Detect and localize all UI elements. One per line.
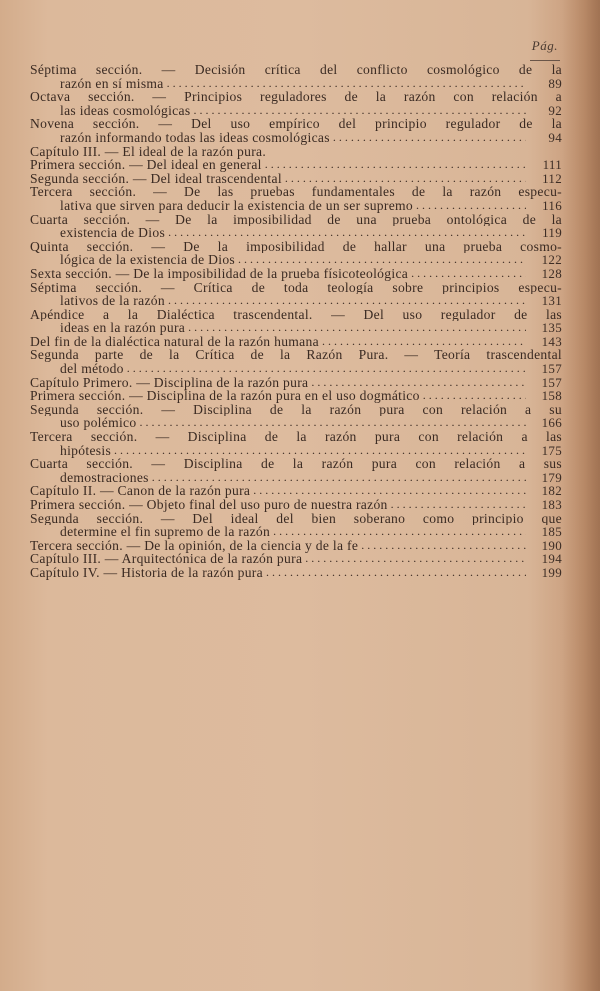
toc-entry-continuation-line: [30, 444, 562, 458]
toc-entry-continuation-line: [30, 104, 562, 118]
dot-leader: [411, 266, 526, 279]
toc-entry-title: razón en sí misma: [60, 75, 164, 91]
toc-entry: [30, 90, 562, 117]
toc-page-number: 116: [542, 197, 562, 213]
toc-entry-title: Segunda sección. — Del ideal trascendental: [30, 170, 282, 186]
toc-entry-line: [30, 376, 562, 390]
toc-page-number: 166: [541, 415, 562, 431]
toc-page-number: 112: [542, 170, 562, 186]
toc-entry: [30, 158, 562, 172]
toc-entry-title: hipótesis: [60, 442, 112, 458]
toc-entry-line: [30, 281, 562, 295]
toc-entry-line: [30, 457, 562, 471]
dot-leader: [114, 443, 526, 456]
toc-entry-line: [30, 240, 562, 254]
toc-page-number: 190: [541, 537, 562, 553]
toc-entry-title: Cuarta sección. — De la imposibilidad de una prueba ontológica de la: [30, 212, 562, 227]
toc-entry: [30, 267, 562, 281]
toc-page-number: 199: [541, 564, 562, 580]
toc-entry: [30, 498, 562, 512]
toc-page-number: 119: [542, 225, 562, 241]
dot-leader: [311, 375, 526, 388]
toc-entry-title: Capítulo II. — Canon de la razón pura: [30, 483, 251, 499]
toc-entry-title: Tercera sección. — De la opinión, de la ciencia y de la fe: [30, 537, 359, 553]
dot-leader: [273, 524, 526, 537]
toc-entry-continuation-line: [30, 471, 562, 485]
toc-entry-title: Del fin de la dialéctica natural de la razón humana: [30, 333, 319, 349]
page-column-header: Pág.: [531, 38, 558, 53]
toc-page-number: 143: [541, 333, 562, 349]
toc-entry-title: lativa que sirven para deducir la existencia de un ser supremo: [60, 197, 414, 213]
toc-entry-line: [30, 172, 562, 186]
toc-entry-line: [30, 484, 562, 498]
toc-page-number: 175: [541, 442, 562, 458]
toc-entry-line: [30, 335, 562, 349]
toc-page-number: 183: [541, 497, 562, 512]
toc-page-number: 128: [541, 265, 562, 281]
toc-entry-continuation-line: [30, 525, 562, 539]
toc-entry-continuation-line: [30, 253, 562, 267]
toc-entry-line: [30, 498, 562, 512]
toc-entry-title: ideas en la razón pura: [60, 320, 186, 336]
dot-leader: [238, 252, 526, 265]
toc-entry: [30, 308, 562, 335]
toc-page-number: 179: [541, 469, 562, 485]
dot-leader: [253, 483, 526, 496]
toc-entry-line: [30, 63, 562, 77]
toc-entry-title: Primera sección. — Disciplina de la razón pura en el uso dogmático: [30, 388, 420, 404]
toc-entry-line: [30, 117, 562, 131]
toc-entry-line: [30, 403, 562, 417]
toc-entry-line: [30, 512, 562, 526]
toc-entry-line: [30, 389, 562, 403]
toc-entry-title: Quinta sección. — De la imposibilidad de hallar una prueba cosmo-: [30, 239, 562, 254]
dot-leader: [305, 551, 526, 564]
toc-entry-line: [30, 430, 562, 444]
dot-leader: [285, 171, 526, 184]
dot-leader: [333, 130, 526, 143]
toc-entry-line: [30, 145, 562, 159]
dot-leader: [167, 76, 526, 89]
toc-entry: [30, 457, 562, 484]
toc-page-number: 157: [541, 374, 562, 390]
toc-entry-title: determine el fin supremo de la razón: [60, 524, 271, 540]
toc-entry-title: Capítulo III. — Arquitectónica de la razón pura: [30, 551, 303, 567]
dot-leader: [266, 565, 526, 578]
toc-entry-line: [30, 566, 562, 580]
toc-entry-title: Segunda sección. — Disciplina de la razón pura con relación a su: [30, 402, 562, 417]
toc-entry: [30, 213, 562, 240]
toc-entry-title: lativos de la razón: [60, 293, 165, 309]
toc-entry-title: Primera sección. — Objeto final del uso puro de nuestra razón: [30, 497, 388, 512]
toc-entry: [30, 281, 562, 308]
header-rule: [530, 60, 560, 61]
toc-entry-title: uso polémico: [60, 415, 137, 431]
toc-entry: [30, 552, 562, 566]
toc-page-number: 157: [541, 361, 562, 377]
toc-entry-line: [30, 185, 562, 199]
toc-page-number: 185: [541, 524, 562, 540]
toc-entry-continuation-line: [30, 226, 562, 240]
dot-leader: [423, 388, 526, 401]
toc-page-number: 92: [548, 102, 562, 118]
toc-entry-title: razón informando todas las ideas cosmológicas: [60, 129, 330, 145]
toc-entry-title: Séptima sección. — Crítica de toda teología sobre principios especu-: [30, 280, 562, 295]
dot-leader: [391, 497, 526, 510]
toc-entry-title: Tercera sección. — Disciplina de la razón pura con relación a las: [30, 430, 562, 444]
toc-entry: [30, 512, 562, 539]
toc-entry-line: [30, 539, 562, 553]
toc-entry-continuation-line: [30, 321, 562, 335]
toc-entry-title: existencia de Dios: [60, 225, 166, 241]
dot-leader: [416, 198, 526, 211]
toc-entry-continuation-line: [30, 294, 562, 308]
toc-entry-title: demostraciones: [60, 469, 149, 485]
dot-leader: [168, 225, 526, 238]
toc-entry: [30, 335, 562, 349]
toc-entry-title: Segunda sección. — Del ideal del bien soberano como principio que: [30, 511, 562, 526]
dot-leader: [139, 415, 526, 428]
toc-entry: [30, 376, 562, 390]
toc-page-number: 122: [541, 252, 562, 268]
toc-entry-title: Cuarta sección. — Disciplina de la razón pura con relación a sus: [30, 457, 562, 471]
dot-leader: [152, 470, 526, 483]
toc-entry: [30, 117, 562, 144]
toc-entry-line: [30, 267, 562, 281]
toc-entry-continuation-line: [30, 199, 562, 213]
toc-entry: [30, 63, 562, 90]
toc-page-number: 131: [541, 293, 562, 309]
toc-entry-title: Sexta sección. — De la imposibilidad de la prueba físicoteológica: [30, 265, 409, 281]
toc-entry: [30, 389, 562, 403]
toc-entry-continuation-line: [30, 362, 562, 376]
toc-entry-line: [30, 308, 562, 322]
toc-entry-title: Séptima sección. — Decisión crítica del conflicto cosmológico de la: [30, 63, 562, 77]
toc-entry: [30, 240, 562, 267]
toc-entry-title: Segunda parte de la Crítica de la Razón Pura. — Teoría trascendental: [30, 348, 562, 363]
toc-entry: [30, 539, 562, 553]
toc-entry: [30, 430, 562, 457]
toc-entry: [30, 566, 562, 580]
dot-leader: [127, 361, 526, 374]
toc-entry-title: las ideas cosmológicas: [60, 102, 191, 118]
table-of-contents: [30, 63, 562, 580]
toc-entry: [30, 172, 562, 186]
dot-leader: [188, 320, 526, 333]
toc-page-number: 182: [541, 483, 562, 499]
toc-entry-line: [30, 158, 562, 172]
toc-entry-title: Primera sección. — Del ideal en general: [30, 157, 262, 173]
toc-entry: [30, 185, 562, 212]
toc-entry-title: Tercera sección. — De las pruebas fundamentales de la razón especu-: [30, 185, 562, 199]
toc-entry-line: [30, 90, 562, 104]
toc-entry-continuation-line: [30, 131, 562, 145]
toc-entry: [30, 403, 562, 430]
toc-entry-continuation-line: [30, 77, 562, 91]
toc-entry-title: Capítulo III. — El ideal de la razón pura.: [30, 143, 267, 159]
toc-entry-continuation-line: [30, 416, 562, 430]
dot-leader: [322, 334, 526, 347]
dot-leader: [168, 293, 526, 306]
toc-entry-line: [30, 213, 562, 227]
toc-entry-title: del método: [60, 361, 124, 377]
toc-page-number: 111: [542, 157, 562, 173]
dot-leader: [361, 538, 526, 551]
toc-entry: [30, 484, 562, 498]
dot-leader: [265, 157, 526, 170]
toc-entry-title: Octava sección. — Principios reguladores de la razón con relación a: [30, 90, 562, 104]
toc-entry-line: [30, 552, 562, 566]
toc-page-number: 158: [541, 388, 562, 404]
toc-entry-title: lógica de la existencia de Dios: [60, 252, 236, 268]
toc-entry-line: [30, 348, 562, 362]
toc-entry-title: Novena sección. — Del uso empírico del principio regulador de la: [30, 117, 562, 131]
toc-page-number: 194: [541, 551, 562, 567]
toc-entry-title: Capítulo Primero. — Disciplina de la razón pura: [30, 374, 309, 390]
toc-page-number: 135: [541, 320, 562, 336]
toc-entry: [30, 348, 562, 375]
dot-leader: [193, 103, 526, 116]
toc-entry-title: Apéndice a la Dialéctica trascendental. — Del uso regulador de las: [30, 307, 562, 322]
toc-page-number: 94: [548, 129, 562, 145]
toc-entry-title: Capítulo IV. — Historia de la razón pura: [30, 564, 263, 580]
toc-page-number: 89: [548, 75, 562, 91]
toc-entry: [30, 145, 562, 159]
